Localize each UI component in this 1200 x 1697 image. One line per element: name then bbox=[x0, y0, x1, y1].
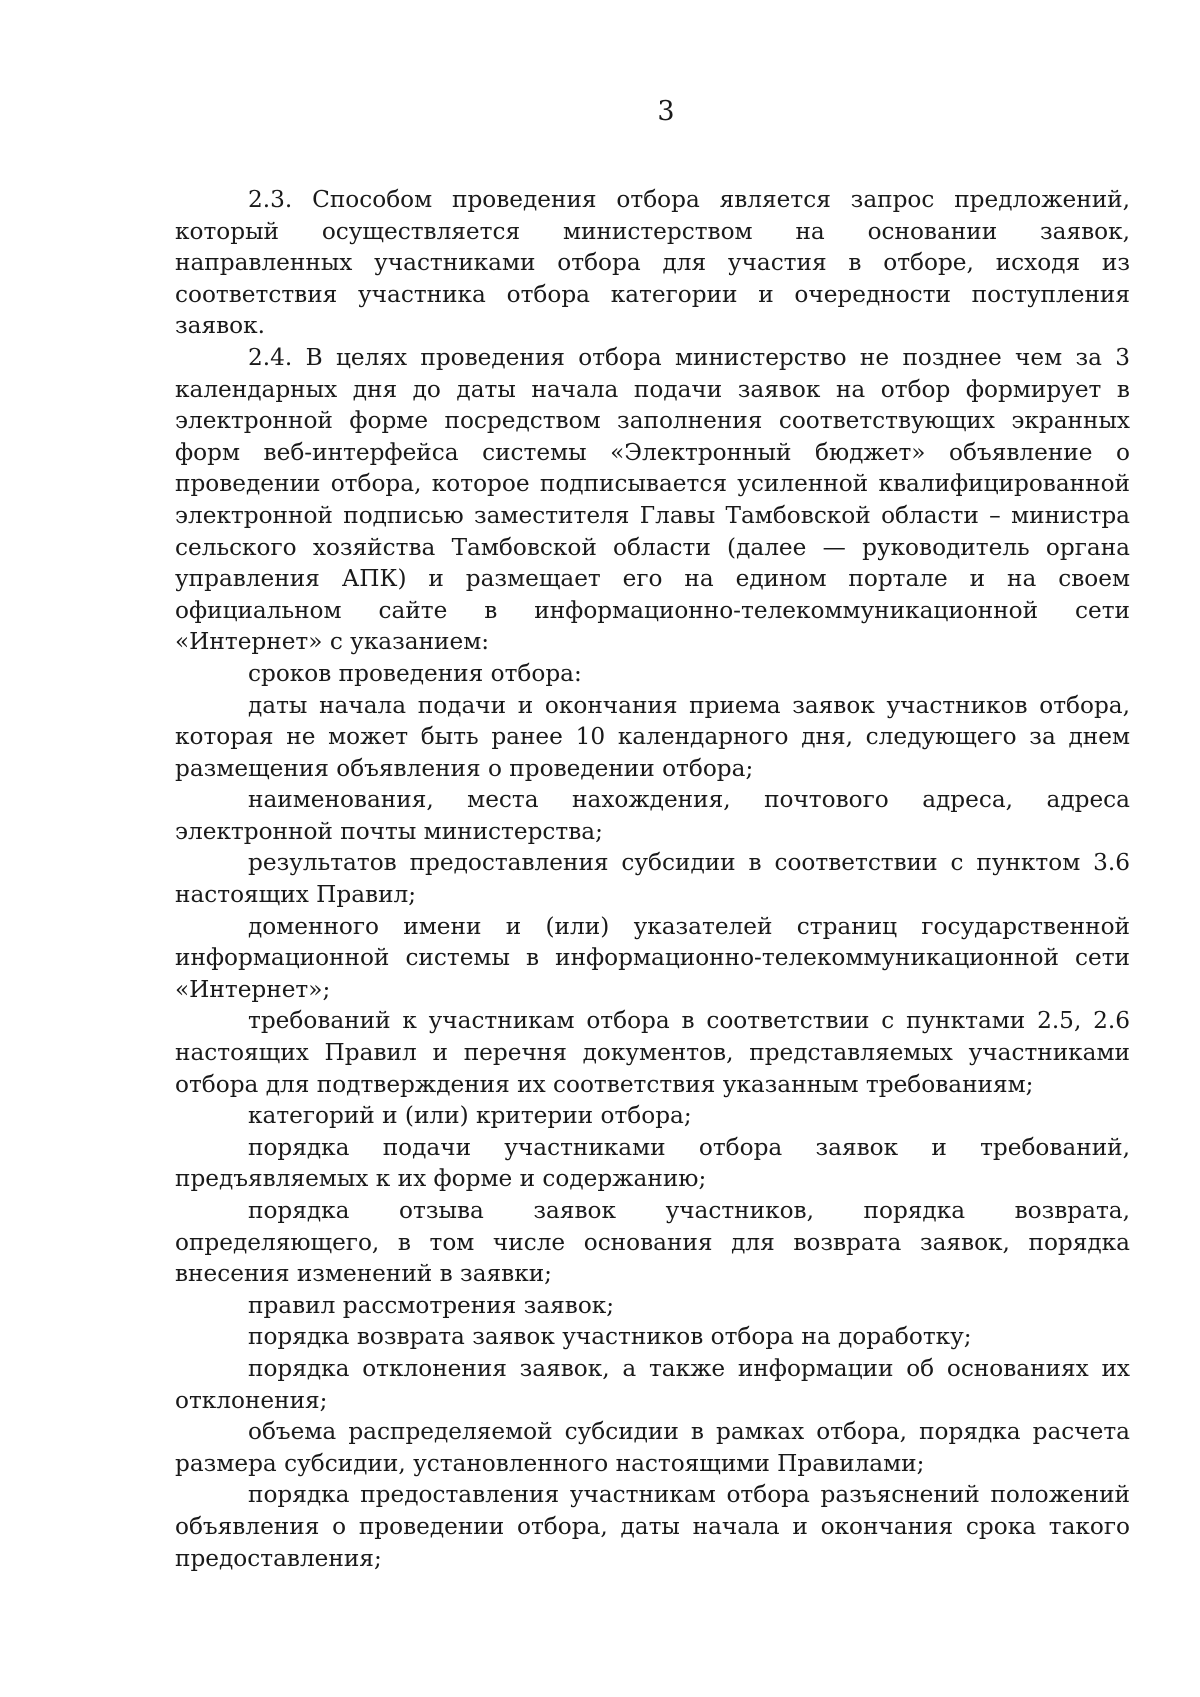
document-body bbox=[175, 184, 1130, 1574]
list-item-results: результатов предоставления субсидии в соответствии с пунктом 3.6 настоящих Правил; bbox=[175, 849, 1130, 909]
list-item-rejection-order: порядка отклонения заявок, а также информации об основаниях их отклонения; bbox=[175, 1354, 1130, 1414]
list-item-review-rules: правил рассмотрения заявок; bbox=[248, 1291, 615, 1319]
list-item-categories: категорий и (или) критерии отбора; bbox=[248, 1102, 692, 1130]
list-item-return-for-revision: порядка возврата заявок участников отбора на доработку; bbox=[248, 1323, 972, 1351]
page-number: 3 bbox=[657, 96, 675, 127]
list-item-requirements: требований к участникам отбора в соответствии с пунктами 2.5, 2.6 настоящих Правил и перечня документов, представляемых участниками отбора для подтверждения их соответствия указанным требованиям; bbox=[175, 1007, 1130, 1098]
list-item-subsidy-volume: объема распределяемой субсидии в рамках отбора, порядка расчета размера субсидии, установленного настоящими Правилами; bbox=[175, 1418, 1130, 1477]
paragraph-2-3: 2.3. Способом проведения отбора является запрос предложений, который осуществляется министерством на основании заявок, направленных участниками отбора для участия в отборе, исходя из соответствия участника отбора категории и очередности поступления заявок. bbox=[175, 186, 1130, 340]
list-item-ministry-contacts: наименования, места нахождения, почтового адреса, адреса электронной почты министерства; bbox=[175, 786, 1130, 845]
list-item-clarifications: порядка предоставления участникам отбора разъяснений положений объявления о проведении отбора, даты начала и окончания срока такого предоставления; bbox=[175, 1481, 1130, 1572]
list-item-terms: сроков проведения отбора: bbox=[248, 659, 582, 687]
list-item-submission-order: порядка подачи участниками отбора заявок и требований, предъявляемых к их форме и содержанию; bbox=[175, 1133, 1130, 1193]
list-item-withdrawal-order: порядка отзыва заявок участников, порядка возврата, определяющего, в том числе основания для возврата заявок, порядка внесения изменений в заявки; bbox=[175, 1197, 1130, 1288]
list-item-domain-name: доменного имени и (или) указателей страниц государственной информационной системы в информационно-телекоммуникационной сети «Интернет»; bbox=[175, 912, 1130, 1003]
paragraph-2-4: 2.4. В целях проведения отбора министерство не позднее чем за 3 календарных дня до даты начала подачи заявок на отбор формирует в электронной форме посредством заполнения соответствующих экранных форм веб-интерфейса системы «Электронный бюджет» объявление о проведении отбора, которое подписывается усиленной квалифицированной электронной подписью заместителя Главы Тамбовской области – министра сельского хозяйства Тамбовской области (далее — руководитель органа управления АПК) и размещает его на едином портале и на своем официальном сайте в информационно-телекоммуникационной сети «Интернет» с указанием: bbox=[175, 343, 1130, 656]
list-item-dates: даты начала подачи и окончания приема заявок участников отбора, которая не может быть ранее 10 календарного дня, следующего за днем размещения объявления о проведении отбора; bbox=[175, 691, 1130, 782]
